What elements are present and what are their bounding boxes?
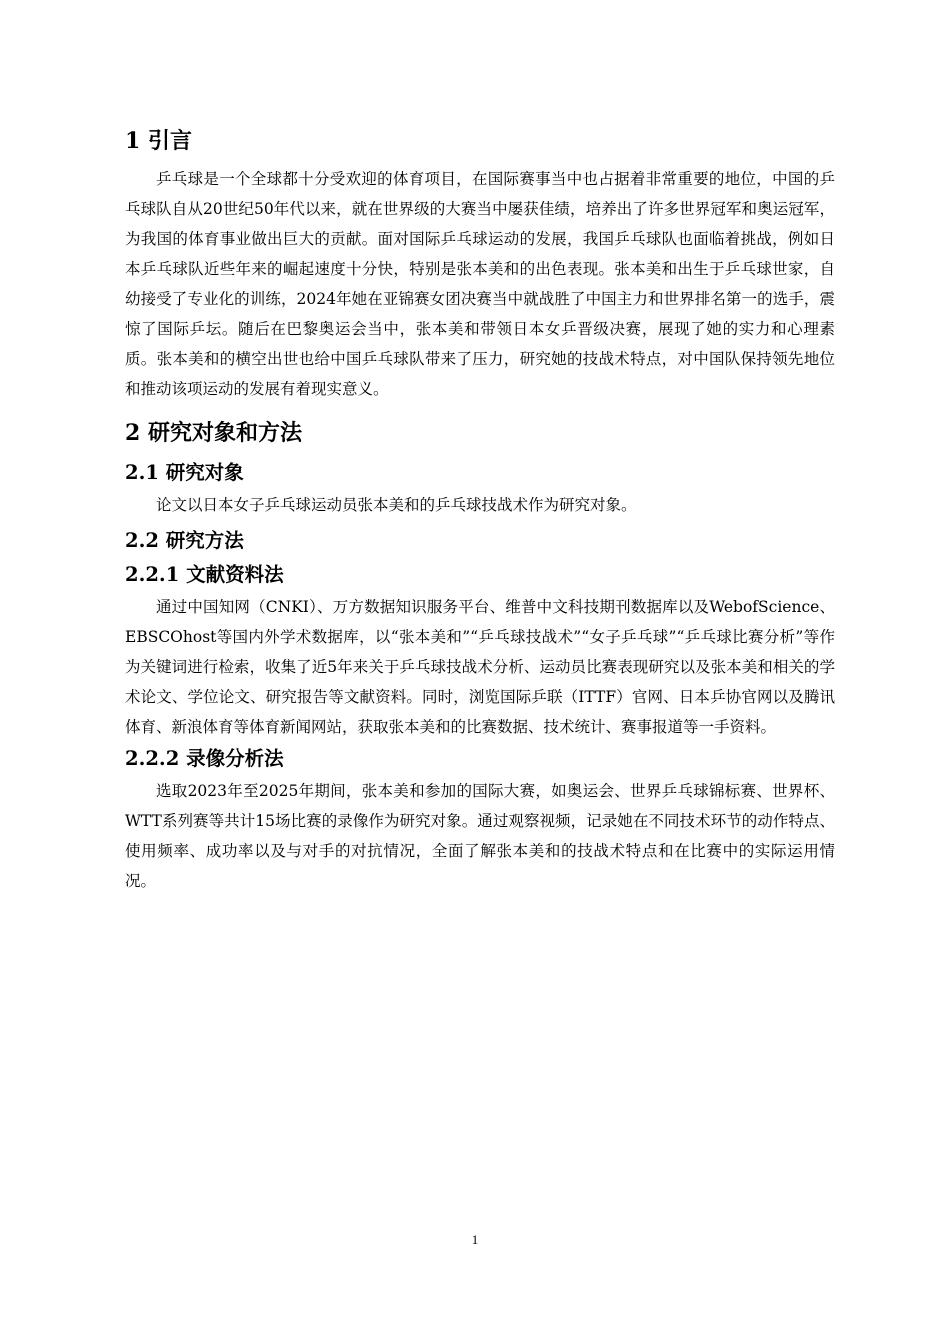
section-2-2-2-heading: 2.2.2 录像分析法: [125, 747, 284, 770]
section-2-2-2-paragraph: 选取2023年至2025年期间，张本美和参加的国际大赛，如奥运会、世界乒乓球锦标赛、世界杯、WTT系列赛等共计15场比赛的录像作为研究对象。通过观察视频，记录她在不同技术环节的动作特点、使用频率、成功率以及与对手的对抗情况，全面了解张本美和的技战术特点和在比赛中的实际运用情况。: [125, 782, 835, 890]
section-1-paragraph: 乒乓球是一个全球都十分受欢迎的体育项目，在国际赛事当中也占据着非常重要的地位，中国的乒乓球队自从20世纪50年代以来，就在世界级的大赛当中屡获佳绩，培养出了许多世界冠军和奥运冠军，为我国的体育事业做出巨大的贡献。面对国际乒乓球运动的发展，我国乒乓球队也面临着挑战，例如日本乒乓球队近些年来的崛起速度十分快，特别是张本美和的出色表现。张本美和出生于乒乓球世家，自幼接受了专业化的训练，2024年她在亚锦赛女团决赛当中就战胜了中国主力和世界排名第一的选手，震惊了国际乒坛。随后在巴黎奥运会当中，张本美和带领日本女乒晋级决赛，展现了她的实力和心理素质。张本美和的横空出世也给中国乒乓球队带来了压力，研究她的技战术特点，对中国队保持领先地位和推动该项运动的发展有着现实意义。: [125, 170, 835, 398]
section-2-2-heading: 2.2 研究方法: [125, 529, 244, 552]
section-2-1-paragraph: 论文以日本女子乒乓球运动员张本美和的乒乓球技战术作为研究对象。: [156, 496, 637, 514]
section-2-2-1-paragraph: 通过中国知网（CNKI）、万方数据知识服务平台、维普中文科技期刊数据库以及WebofScience、EBSCOhost等国内外学术数据库，以“张本美和”“乒乓球技战术”“女子乒乓球”“乒乓球比赛分析”等作为关键词进行检索，收集了近5年来关于乒乓球技战术分析、运动员比赛表现研究以及张本美和相关的学术论文、学位论文、研究报告等文献资料。同时，浏览国际乒联（ITTF）官网、日本乒协官网以及腾讯体育、新浪体育等体育新闻网站，获取张本美和的比赛数据、技术统计、赛事报道等一手资料。: [125, 598, 835, 736]
section-2-2-1-heading: 2.2.1 文献资料法: [125, 563, 284, 586]
section-2-1-heading: 2.1 研究对象: [125, 461, 244, 484]
page-content: [125, 122, 835, 896]
section-2-heading: 2 研究对象和方法: [125, 420, 302, 446]
section-1-heading: 1 引言: [125, 128, 192, 154]
page-number: 1: [471, 1232, 479, 1247]
